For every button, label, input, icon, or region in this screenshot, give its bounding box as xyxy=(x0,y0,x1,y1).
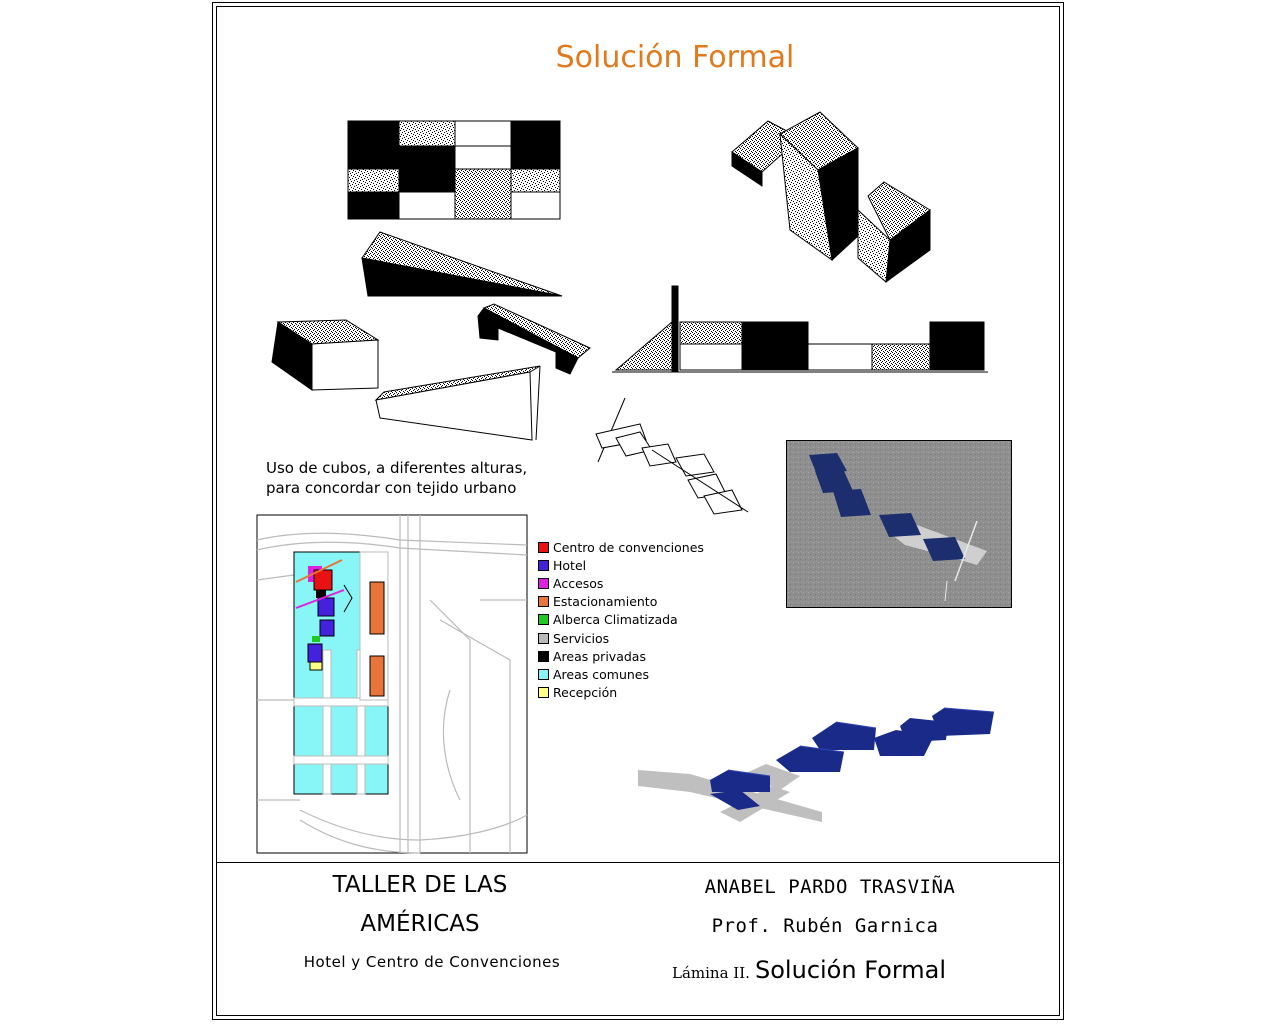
legend-item xyxy=(538,629,704,647)
project-title-line-1: TALLER DE LAS xyxy=(332,872,508,898)
legend-swatch xyxy=(538,633,549,644)
legend-item xyxy=(538,556,704,574)
model-photo xyxy=(786,440,1012,608)
sheet-number: Lámina II. xyxy=(672,964,750,982)
caption-line-2: para concordar con tejido urbano xyxy=(266,479,517,497)
professor-name: Prof. Rubén Garnica xyxy=(711,915,939,937)
legend-item xyxy=(538,684,704,702)
massing-render xyxy=(638,708,994,822)
project-title-line-2: AMÉRICAS xyxy=(360,911,480,937)
legend-label: Alberca Climatizada xyxy=(553,612,678,628)
block-sketches xyxy=(272,304,590,440)
elevation-sketch xyxy=(612,286,988,372)
legend-swatch xyxy=(538,560,549,571)
legend-label: Hotel xyxy=(553,557,587,573)
legend-swatch xyxy=(538,614,549,625)
legend-item xyxy=(538,593,704,611)
legend-label: Areas comunes xyxy=(553,666,649,682)
author-name: ANABEL PARDO TRASVIÑA xyxy=(704,876,956,898)
wireframe-sketch xyxy=(596,398,748,514)
legend-item xyxy=(538,665,704,683)
isometric-cubes-sketch xyxy=(732,112,930,282)
legend-swatch xyxy=(538,651,549,662)
legend-item xyxy=(538,574,704,592)
legend-swatch xyxy=(538,669,549,680)
page-title: Solución Formal xyxy=(555,40,795,75)
design-caption xyxy=(266,458,527,498)
legend-swatch xyxy=(538,687,549,698)
legend-label: Accesos xyxy=(553,575,604,591)
title-block-divider xyxy=(216,862,1060,863)
site-plan xyxy=(257,515,527,853)
model-photo-drawing xyxy=(787,441,1012,608)
sheet-title: Solución Formal xyxy=(755,956,947,984)
legend-swatch xyxy=(538,578,549,589)
legend-item xyxy=(538,647,704,665)
legend-swatch xyxy=(538,596,549,607)
legend-label: Estacionamiento xyxy=(553,594,658,610)
facade-grid-sketch xyxy=(348,121,560,219)
caption-line-1: Uso de cubos, a diferentes alturas, xyxy=(266,459,528,477)
legend-item xyxy=(538,611,704,629)
legend-swatch xyxy=(538,542,549,553)
project-subtitle: Hotel y Centro de Convenciones xyxy=(303,953,561,971)
legend-label: Recepción xyxy=(553,685,618,701)
legend-item xyxy=(538,538,704,556)
legend-label: Servicios xyxy=(553,630,610,646)
wedge-sketch xyxy=(362,232,562,296)
legend-label: Centro de convenciones xyxy=(553,539,704,555)
sheet-label xyxy=(672,956,1002,984)
site-plan-legend xyxy=(538,538,704,702)
legend-label: Areas privadas xyxy=(553,648,646,664)
